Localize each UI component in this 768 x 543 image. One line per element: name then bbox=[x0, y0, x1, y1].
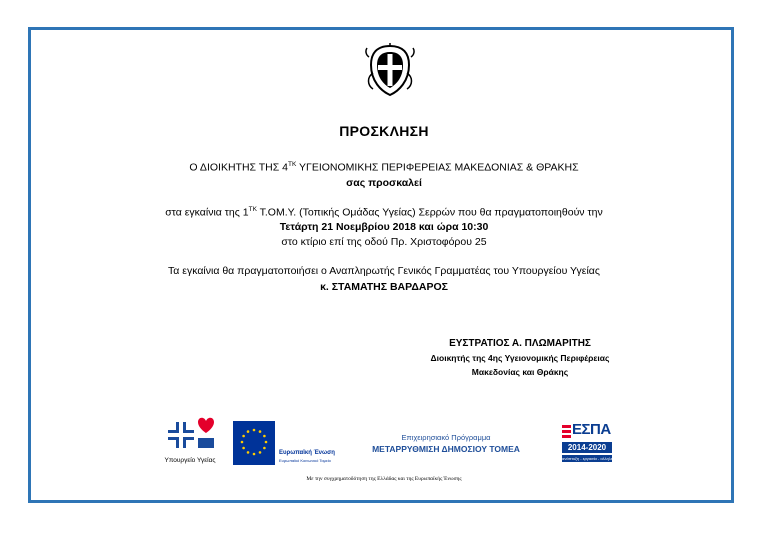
eu-sublabel: Ευρωπαϊκό Κοινωνικό Ταμείο bbox=[279, 458, 331, 463]
program-line2: ΜΕΤΑΡΡΥΘΜΙΣΗ ΔΗΜΟΣΙΟΥ ΤΟΜΕΑ bbox=[372, 444, 520, 454]
greek-coat-of-arms-icon bbox=[363, 43, 417, 97]
invites-you-line: σας προσκαλεί bbox=[346, 177, 422, 189]
ministry-of-health-logo-icon bbox=[160, 412, 220, 456]
espa-years: 2014-2020 bbox=[562, 442, 612, 453]
espa-logo bbox=[562, 421, 622, 467]
eu-logo bbox=[233, 421, 335, 467]
espa-subtitle: ανάπτυξη - εργασία - αλληλεγγύη bbox=[562, 456, 622, 461]
eu-flag-icon bbox=[233, 421, 275, 465]
signatory-name: ΕΥΣΤΡΑΤΙΟΣ Α. ΠΛΩΜΑΡΙΤΗΣ bbox=[449, 338, 591, 349]
event-description: στα εγκαίνια της $1^{TK}$ Τ.ΟΜ.Υ. (Τοπικής Ομάδας Υγείας) Σερρών που θα πραγματοποιηθούν την bbox=[165, 206, 603, 219]
operational-program-logo bbox=[356, 433, 536, 454]
ministry-of-health-logo bbox=[160, 412, 220, 468]
cofunding-note: Με την συγχρηματοδότηση της Ελλάδας και της Ευρωπαϊκής Ένωσης bbox=[306, 476, 462, 482]
ministry-label: Υπουργείο Υγείας bbox=[164, 457, 216, 464]
eu-label: Ευρωπαϊκή Ένωση bbox=[279, 450, 335, 456]
program-line1: Επιχειρησιακό Πρόγραμμα bbox=[401, 433, 491, 442]
inviter-line: Ο ΔΙΟΙΚΗΤΗΣ ΤΗΣ $4^{TK}$ ΥΓΕΙΟΝΟΜΙΚΗΣ ΠΕΡΙΦΕΡΕΙΑΣ ΜΑΚΕΔΟΝΙΑΣ & ΘΡΑΚΗΣ bbox=[189, 161, 579, 174]
inaugurator-name: κ. ΣΤΑΜΑΤΗΣ ΒΑΡΔΑΡΟΣ bbox=[320, 281, 448, 293]
signatory-role-line2: Μακεδονίας και Θράκης bbox=[471, 367, 569, 377]
espa-logo-icon bbox=[562, 423, 572, 441]
signatory-role-line1: Διοικητής της 4ης Υγειονομικής Περιφέρειας bbox=[430, 353, 610, 363]
espa-word: ΕΣΠΑ bbox=[572, 421, 611, 438]
event-location: στο κτίριο επί της οδού Πρ. Χριστοφόρου 25 bbox=[281, 236, 487, 248]
inaugurator-line: Τα εγκαίνια θα πραγματοποιήσει ο Αναπληρωτής Γενικός Γραμματέας του Υπουργείου Υγείας bbox=[168, 265, 600, 277]
event-datetime: Τετάρτη 21 Νοεμβρίου 2018 και ώρα 10:30 bbox=[279, 221, 489, 233]
document-title: ΠΡΟΣΚΛΗΣΗ bbox=[339, 123, 429, 139]
